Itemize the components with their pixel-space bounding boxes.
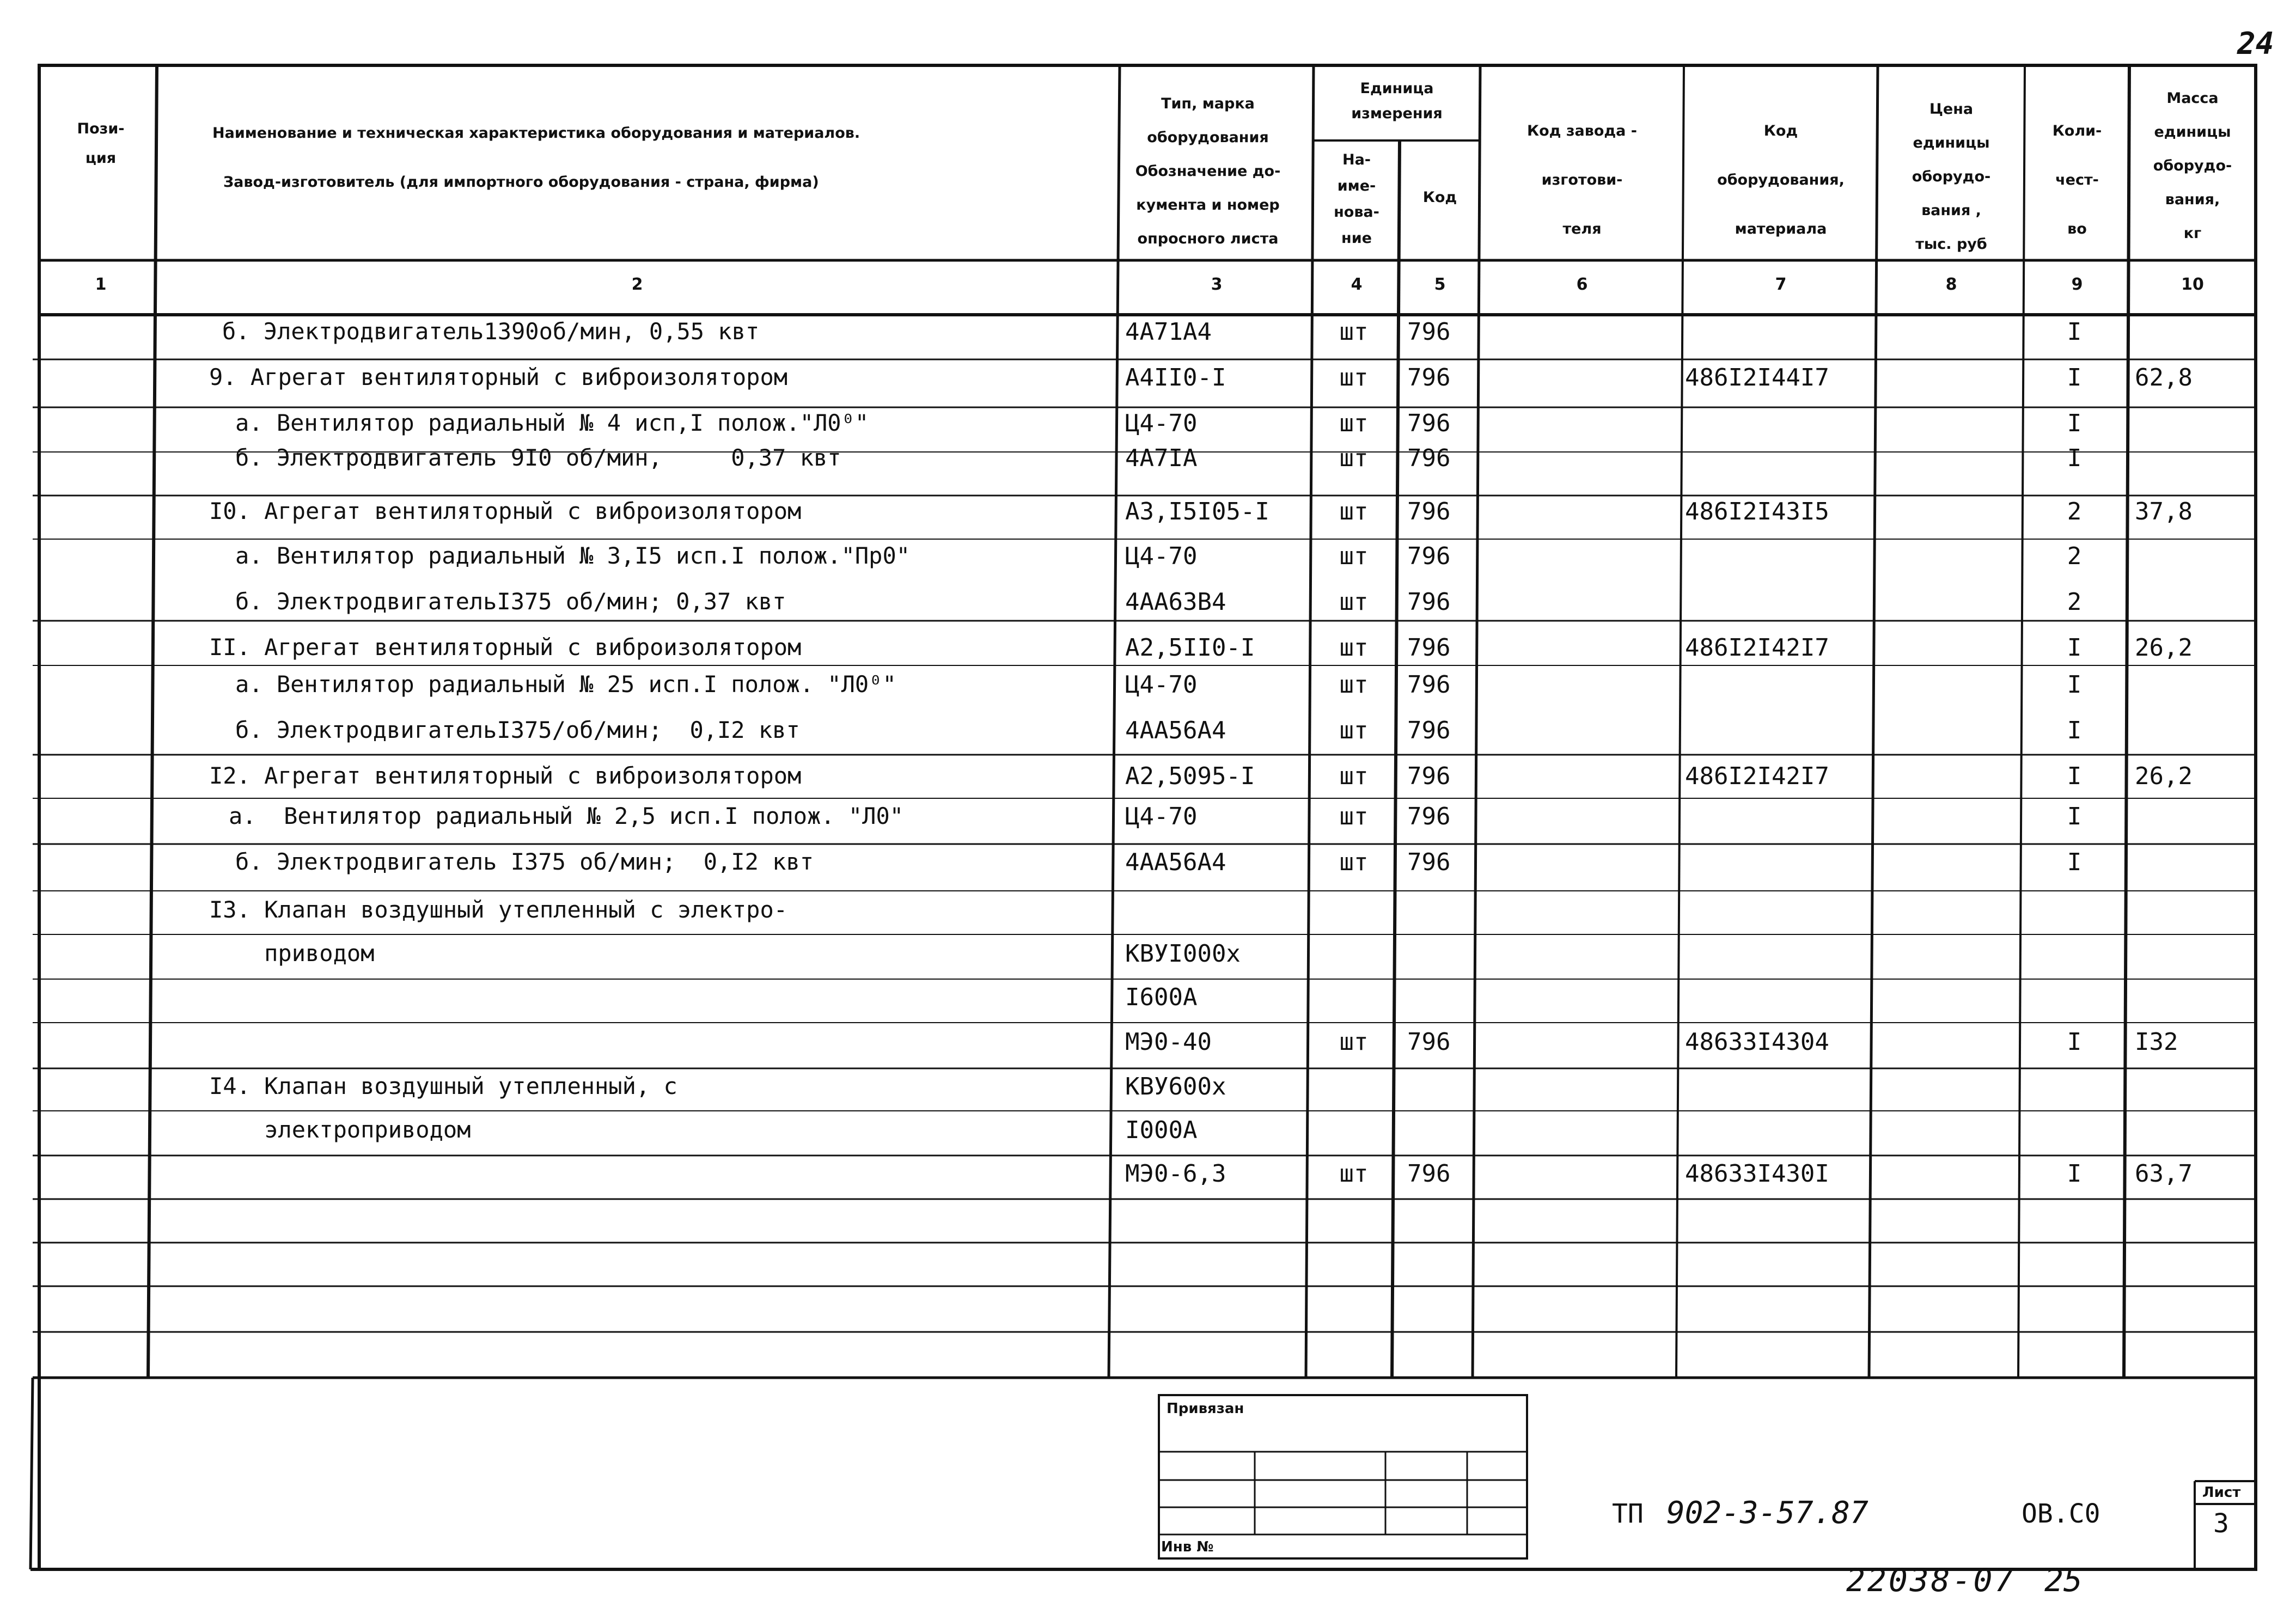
cell-type: I000А — [1125, 1116, 1198, 1144]
cell-name: б. ЭлектродвигательI375/об/мин; 0,I2 квт — [235, 717, 800, 743]
cell-qty: I — [2067, 803, 2082, 830]
cell-type: А2,5II0-I — [1125, 634, 1255, 662]
cell-unit: шт — [1339, 498, 1369, 525]
cell-type: МЭ0-6,3 — [1125, 1160, 1226, 1188]
cell-name: б. Электродвигатель 9I0 об/мин, 0,37 квт — [235, 444, 841, 471]
cell-eq-code: 48633I4304 — [1685, 1028, 1829, 1056]
cell-type: Ц4-70 — [1125, 671, 1198, 699]
cell-code: 796 — [1407, 498, 1451, 525]
cell-type: А2,5095-I — [1125, 762, 1255, 790]
cell-code: 796 — [1407, 717, 1451, 744]
archive-number: 22038-07 — [1846, 1562, 2016, 1599]
cell-qty: I — [2067, 762, 2082, 790]
cell-name: а. Вентилятор радиальный № 4 исп,I полож."Л0⁰" — [235, 409, 869, 436]
cell-eq-code: 486I2I43I5 — [1685, 498, 1829, 525]
cell-qty: I — [2067, 717, 2082, 744]
cell-code: 796 — [1407, 409, 1451, 437]
doc-number: 902-3-57.87 — [1666, 1495, 1868, 1531]
cell-code: 796 — [1407, 364, 1451, 392]
header-type: Тип, марка оборудования Обозначение до- кумента и номер опросного листа — [1135, 95, 1281, 247]
sheet-number: 3 — [2213, 1508, 2229, 1539]
cell-name: а. Вентилятор радиальный № 3,I5 исп.I полож."Пр0" — [235, 542, 911, 569]
stamp-inv-label: Инв № — [1161, 1539, 1214, 1555]
footer-page: 25 — [2044, 1562, 2083, 1599]
cell-unit: шт — [1339, 542, 1369, 570]
sheet-label: Лист — [2202, 1484, 2241, 1501]
top-page-number: 24 — [2237, 26, 2274, 62]
header-mass: Масса единицы оборудо- вания, кг — [2153, 90, 2232, 242]
cell-code: 796 — [1407, 671, 1451, 699]
cell-name: I3. Клапан воздушный утепленный с электро- — [209, 896, 788, 923]
cell-name: I4. Клапан воздушный утепленный, с — [209, 1073, 677, 1099]
cell-name: приводом — [209, 940, 375, 967]
cell-code: 796 — [1407, 542, 1451, 570]
cell-type: I600А — [1125, 983, 1198, 1011]
cell-type: 4А7IА — [1125, 444, 1198, 472]
cell-qty: I — [2067, 671, 2082, 699]
cell-eq-code: 486I2I42I7 — [1685, 762, 1829, 790]
cell-qty: I — [2067, 1160, 2082, 1188]
cell-type: А3,I5I05-I — [1125, 498, 1269, 525]
colnum-3: 3 — [1211, 275, 1223, 294]
cell-qty: I — [2067, 364, 2082, 392]
colnum-4: 4 — [1351, 275, 1363, 294]
cell-name: б. Электродвигатель1390об/мин, 0,55 квт — [222, 318, 760, 345]
header-manufacturer-code: Код завода - изготови- теля — [1527, 123, 1637, 237]
cell-unit: шт — [1339, 1028, 1369, 1056]
cell-name: I2. Агрегат вентиляторный с виброизолятором — [209, 762, 802, 789]
cell-name: I0. Агрегат вентиляторный с виброизолятором — [209, 498, 802, 524]
cell-code: 796 — [1407, 803, 1451, 830]
cell-unit: шт — [1339, 717, 1369, 744]
cell-qty: 2 — [2067, 588, 2082, 616]
doc-prefix: ТП — [1612, 1499, 1644, 1529]
cell-type: КВУ600х — [1125, 1073, 1226, 1101]
header-unit-price: Цена единицы оборудо- вания , тыс. руб — [1912, 101, 1991, 253]
cell-name: электроприводом — [209, 1116, 471, 1143]
cell-name: а. Вентилятор радиальный № 25 исп.I полож. "Л0⁰" — [235, 671, 896, 698]
cell-unit: шт — [1339, 634, 1369, 662]
cell-name: II. Агрегат вентиляторный с виброизолятором — [209, 634, 802, 661]
cell-unit: шт — [1339, 588, 1369, 616]
header-position: Пози- ция — [77, 120, 125, 167]
header-unit-group: Единица измерения — [1351, 80, 1443, 122]
cell-qty: I — [2067, 318, 2082, 346]
cell-type: 4АА56А4 — [1125, 848, 1226, 876]
cell-code: 796 — [1407, 444, 1451, 472]
cell-unit: шт — [1339, 762, 1369, 790]
colnum-9: 9 — [2071, 275, 2083, 294]
cell-unit: шт — [1339, 671, 1369, 699]
cell-code: 796 — [1407, 1028, 1451, 1056]
cell-type: А4II0-I — [1125, 364, 1226, 392]
cell-code: 796 — [1407, 848, 1451, 876]
cell-type: 4АА56А4 — [1125, 717, 1226, 744]
cell-code: 796 — [1407, 762, 1451, 790]
cell-unit: шт — [1339, 848, 1369, 876]
colnum-2: 2 — [631, 275, 643, 294]
cell-qty: 2 — [2067, 542, 2082, 570]
cell-name: а. Вентилятор радиальный № 2,5 исп.I полож. "Л0" — [229, 803, 904, 829]
colnum-5: 5 — [1434, 275, 1446, 294]
cell-type: КВУI000х — [1125, 940, 1241, 968]
cell-unit: шт — [1339, 803, 1369, 830]
cell-mass: 62,8 — [2135, 364, 2193, 392]
cell-unit: шт — [1339, 318, 1369, 346]
cell-type: 4АА63В4 — [1125, 588, 1226, 616]
colnum-10: 10 — [2181, 275, 2204, 294]
cell-type: Ц4-70 — [1125, 803, 1198, 830]
cell-eq-code: 486I2I42I7 — [1685, 634, 1829, 662]
cell-name: б. Электродвигатель I375 об/мин; 0,I2 квт — [235, 848, 814, 875]
cell-mass: 26,2 — [2135, 634, 2193, 662]
cell-eq-code: 486I2I44I7 — [1685, 364, 1829, 392]
cell-unit: шт — [1339, 1160, 1369, 1188]
colnum-1: 1 — [95, 275, 107, 294]
cell-qty: I — [2067, 1028, 2082, 1056]
header-equipment-code: Код оборудования, материала — [1717, 123, 1845, 237]
cell-mass: 37,8 — [2135, 498, 2193, 525]
colnum-8: 8 — [1945, 275, 1957, 294]
cell-type: Ц4-70 — [1125, 542, 1198, 570]
cell-unit: шт — [1339, 364, 1369, 392]
cell-code: 796 — [1407, 1160, 1451, 1188]
doc-suffix: ОВ.С0 — [2022, 1499, 2100, 1529]
cell-qty: I — [2067, 848, 2082, 876]
cell-name: 9. Агрегат вентиляторный с виброизолятором — [209, 364, 788, 390]
cell-code: 796 — [1407, 318, 1451, 346]
colnum-7: 7 — [1775, 275, 1787, 294]
header-unit-code: Код — [1422, 189, 1457, 206]
cell-qty: I — [2067, 444, 2082, 472]
stamp-bound-label: Привязан — [1167, 1401, 1244, 1417]
cell-unit: шт — [1339, 444, 1369, 472]
cell-type: МЭ0-40 — [1125, 1028, 1212, 1056]
cell-mass: 63,7 — [2135, 1160, 2193, 1188]
cell-type: 4А71А4 — [1125, 318, 1212, 346]
colnum-6: 6 — [1576, 275, 1588, 294]
header-quantity: Коли- чест- во — [2052, 123, 2102, 237]
cell-mass: I32 — [2135, 1028, 2178, 1056]
cell-code: 796 — [1407, 634, 1451, 662]
cell-unit: шт — [1339, 409, 1369, 437]
cell-qty: 2 — [2067, 498, 2082, 525]
cell-type: Ц4-70 — [1125, 409, 1198, 437]
cell-name: б. ЭлектродвигательI375 об/мин; 0,37 квт — [235, 588, 786, 615]
header-name: Наименование и техническая характеристика оборудования и материалов. Завод-изготовитель (для импортного оборудования - страна, фирма) — [212, 125, 860, 191]
cell-eq-code: 48633I430I — [1685, 1160, 1829, 1188]
cell-qty: I — [2067, 409, 2082, 437]
cell-qty: I — [2067, 634, 2082, 662]
cell-mass: 26,2 — [2135, 762, 2193, 790]
header-unit-name: На- име- нова- ние — [1334, 151, 1379, 247]
cell-code: 796 — [1407, 588, 1451, 616]
